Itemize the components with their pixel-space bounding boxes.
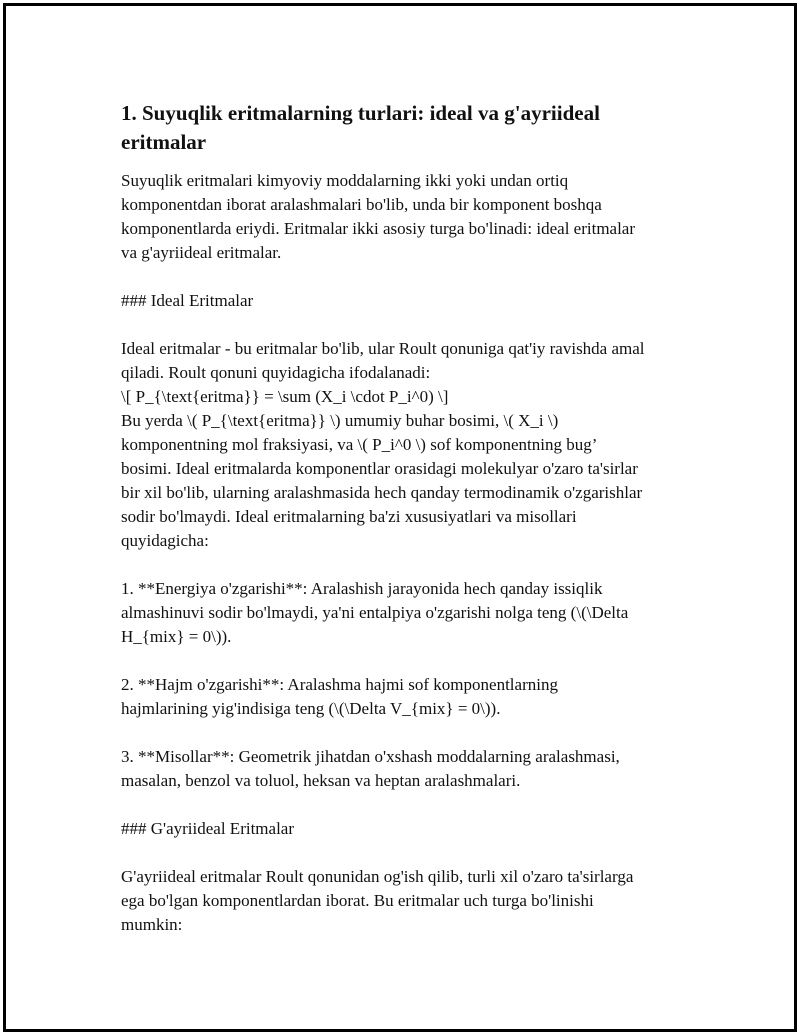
text-line: bosimi. Ideal eritmalarda komponentlar orasidagi molekulyar o'zaro ta'sirlar — [121, 459, 638, 478]
text-line: ega bo'lgan komponentlardan iborat. Bu eritmalar uch turga bo'linishi — [121, 891, 594, 910]
text-line: bir xil bo'lib, ularning aralashmasida hech qanday termodinamik o'zgarishlar — [121, 483, 643, 502]
text-line: qiladi. Roult qonuni quyidagicha ifodalanadi: — [121, 363, 431, 382]
text-line: sodir bo'lmaydi. Ideal eritmalarning ba'zi xususiyatlari va misollari — [121, 507, 577, 526]
document-body — [121, 99, 701, 937]
formula-line: \[ P_{\text{eritma}} = \sum (X_i \cdot P_i^0) \] — [121, 387, 449, 406]
ideal-description-paragraph — [121, 337, 701, 553]
text-line: Suyuqlik eritmalari kimyoviy moddalarning ikki yoki undan ortiq — [121, 171, 569, 190]
text-line: 3. **Misollar**: Geometrik jihatdan o'xshash moddalarning aralashmasi, — [121, 747, 620, 766]
text-line: ### G'ayriideal Eritmalar — [121, 819, 294, 838]
nonideal-description-paragraph — [121, 865, 701, 937]
text-line: 2. **Hajm o'zgarishi**: Aralashma hajmi sof komponentlarning — [121, 675, 558, 694]
list-item-examples — [121, 745, 701, 793]
list-item-volume — [121, 673, 701, 721]
text-line: komponentlarda eriydi. Eritmalar ikki asosiy turga bo'linadi: ideal eritmalar — [121, 219, 636, 238]
text-line: ### Ideal Eritmalar — [121, 291, 254, 310]
text-line: komponentdan iborat aralashmalari bo'lib, unda bir komponent boshqa — [121, 195, 602, 214]
text-line: komponentning mol fraksiyasi, va \( P_i^0 \) sof komponentning bug’ — [121, 435, 598, 454]
title-line: 1. Suyuqlik eritmalarning turlari: ideal va g'ayriideal — [121, 101, 600, 125]
text-line: hajmlarining yig'indisiga teng (\(\Delta V_{mix} = 0\)). — [121, 699, 501, 718]
section-heading-ideal — [121, 289, 701, 313]
text-line: quyidagicha: — [121, 531, 209, 550]
list-item-energy — [121, 577, 701, 649]
text-line: va g'ayriideal eritmalar. — [121, 243, 282, 262]
intro-paragraph — [121, 169, 701, 265]
text-line: masalan, benzol va toluol, heksan va heptan aralashmalari. — [121, 771, 521, 790]
page-frame — [3, 3, 797, 1032]
text-line: almashinuvi sodir bo'lmaydi, ya'ni entalpiya o'zgarishi nolga teng (\(\Delta — [121, 603, 629, 622]
text-line: Bu yerda \( P_{\text{eritma}} \) umumiy buhar bosimi, \( X_i \) — [121, 411, 559, 430]
text-line: 1. **Energiya o'zgarishi**: Aralashish jarayonida hech qanday issiqlik — [121, 579, 603, 598]
text-line: G'ayriideal eritmalar Roult qonunidan og'ish qilib, turli xil o'zaro ta'sirlarga — [121, 867, 634, 886]
page-title — [121, 99, 701, 157]
text-line: mumkin: — [121, 915, 183, 934]
text-line: Ideal eritmalar - bu eritmalar bo'lib, ular Roult qonuniga qat'iy ravishda amal — [121, 339, 645, 358]
text-line: H_{mix} = 0\)). — [121, 627, 232, 646]
section-heading-nonideal — [121, 817, 701, 841]
title-line: eritmalar — [121, 130, 207, 154]
